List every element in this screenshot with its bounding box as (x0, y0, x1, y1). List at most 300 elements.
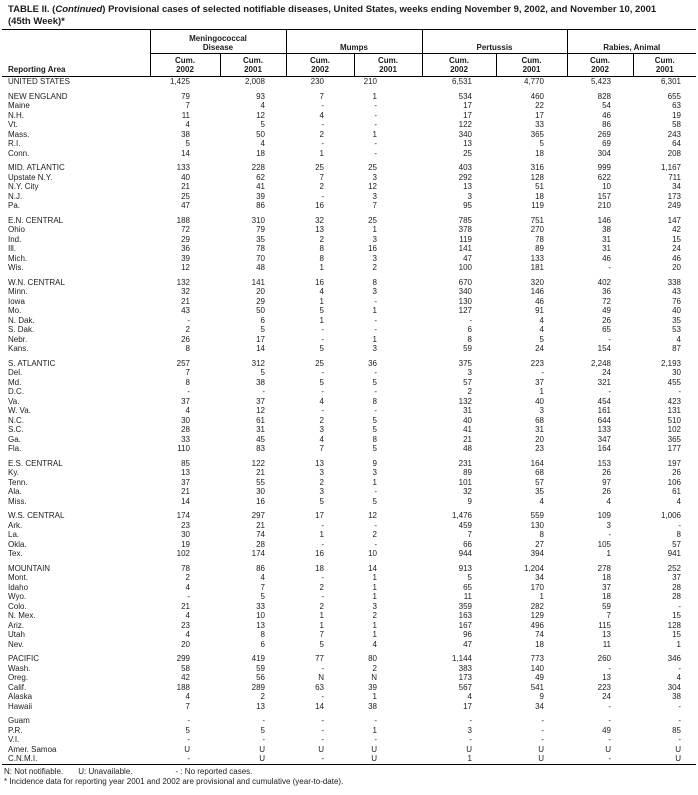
value-cell: 55 (256, 477, 265, 487)
value-cell: 5 (185, 139, 190, 148)
footnote-legend (4, 767, 696, 777)
value-cell: 170 (530, 582, 544, 592)
value-cell: 1 (372, 225, 377, 234)
value-cell: 278 (597, 563, 611, 573)
value-cell: 31 (602, 244, 611, 253)
value-cell: 1 (372, 582, 377, 592)
value-cell: 460 (530, 91, 544, 101)
value-cell: - (469, 735, 472, 744)
value-cell: - (187, 735, 190, 744)
value-cell: 1,204 (523, 563, 544, 573)
table-row (2, 640, 696, 650)
value-cell: - (321, 573, 324, 582)
value-cell: 4,770 (523, 77, 544, 86)
footnote-not-notifiable: N: Not notifiable. (4, 766, 64, 776)
value-cell: 1 (372, 477, 377, 487)
table-row (2, 216, 696, 226)
value-cell: U (371, 754, 377, 763)
value-cell: 3 (372, 191, 377, 201)
reporting-area-cell: Tex. (8, 549, 23, 558)
value-cell: 4 (185, 582, 190, 592)
value-cell: 26 (602, 468, 611, 477)
value-cell: 91 (535, 306, 544, 315)
table-row (2, 263, 696, 273)
value-cell: 1,425 (169, 77, 190, 86)
value-cell: - (678, 716, 681, 725)
value-cell: 14 (256, 344, 265, 353)
reporting-area-cell: Ind. (8, 234, 22, 244)
table-row (2, 173, 696, 183)
value-cell: 20 (181, 639, 190, 649)
value-cell: 243 (667, 129, 681, 139)
col-header-pertussis-cum-2002: Cum. 2002 (422, 54, 496, 77)
value-cell: U (466, 744, 472, 754)
value-cell: 24 (602, 692, 611, 701)
table-row (2, 101, 696, 111)
table-row (2, 416, 696, 426)
table-row (2, 225, 696, 235)
value-cell: 4 (372, 639, 377, 649)
value-cell: - (187, 387, 190, 396)
value-cell: 1 (372, 692, 377, 701)
value-cell: 110 (177, 444, 190, 453)
value-cell: 5 (372, 444, 377, 453)
value-cell: 2 (319, 601, 324, 611)
value-cell: 2 (185, 325, 190, 334)
value-cell: 32 (181, 287, 190, 296)
value-cell: - (469, 315, 472, 325)
value-cell: 9 (372, 458, 377, 468)
reporting-area-cell: Idaho (8, 582, 29, 592)
value-cell: 1,167 (660, 163, 681, 172)
value-cell: 282 (530, 601, 544, 611)
value-cell: 47 (463, 253, 472, 263)
value-cell: - (321, 334, 324, 344)
value-cell: 21 (181, 296, 190, 306)
value-cell: 59 (256, 663, 265, 673)
value-cell: 1 (676, 639, 681, 649)
reporting-area-cell: S. Dak. (8, 325, 35, 334)
value-cell: 4 (260, 139, 265, 148)
value-cell: 5 (319, 306, 324, 315)
value-cell: 7 (185, 368, 190, 377)
value-cell: 496 (530, 620, 544, 630)
value-cell: 403 (458, 163, 472, 172)
reporting-area-cell: N. Dak. (8, 315, 35, 325)
table-row (2, 192, 696, 202)
value-cell: 1 (319, 530, 324, 539)
value-cell: 21 (256, 520, 265, 530)
value-cell: 3 (319, 468, 324, 477)
value-cell: 1 (467, 754, 472, 763)
value-cell: - (321, 663, 324, 673)
value-cell: - (608, 701, 611, 711)
value-cell: 260 (597, 654, 611, 663)
value-cell: 3 (467, 191, 472, 201)
value-cell: 3 (319, 425, 324, 434)
value-cell: 5 (319, 496, 324, 506)
value-cell: 27 (535, 539, 544, 549)
value-cell: 5 (260, 725, 265, 735)
table-row (2, 726, 696, 736)
value-cell: - (321, 120, 324, 129)
value-cell: 29 (181, 234, 190, 244)
value-cell: 1,476 (451, 511, 472, 520)
value-cell: 20 (672, 263, 681, 272)
value-cell: 32 (463, 487, 472, 496)
table-row (2, 683, 696, 693)
value-cell: 40 (463, 415, 472, 425)
value-cell: U (259, 754, 265, 763)
value-cell: - (321, 368, 324, 377)
value-cell: 4 (319, 434, 324, 444)
value-cell: 50 (256, 306, 265, 315)
column-group-meningococcal (150, 30, 286, 54)
value-cell: 9 (539, 692, 544, 701)
value-cell: 15 (672, 630, 681, 639)
value-cell: 78 (535, 234, 544, 244)
value-cell: - (374, 520, 377, 530)
table-row (2, 540, 696, 550)
value-cell: 4 (185, 630, 190, 639)
value-cell: - (374, 368, 377, 377)
value-cell: 4 (185, 406, 190, 415)
value-cell: 3 (372, 601, 377, 611)
value-cell: 37 (602, 582, 611, 592)
value-cell: - (374, 387, 377, 396)
value-cell: 64 (672, 139, 681, 148)
value-cell: 53 (672, 325, 681, 334)
value-cell: 21 (256, 468, 265, 477)
value-cell: 25 (315, 358, 324, 368)
value-cell: 13 (463, 182, 472, 191)
reporting-area-cell: La. (8, 530, 20, 539)
value-cell: 15 (672, 234, 681, 244)
title-continued: Continued (55, 4, 103, 15)
value-cell: 8 (185, 344, 190, 353)
value-cell: 17 (256, 334, 265, 344)
value-cell: - (374, 487, 377, 496)
value-cell: 31 (256, 425, 265, 434)
value-cell: 58 (672, 120, 681, 129)
value-cell: 59 (602, 601, 611, 611)
reporting-area-cell: Ark. (8, 520, 23, 530)
value-cell: 141 (251, 277, 265, 287)
value-cell: 5 (372, 425, 377, 434)
reporting-area-cell: Iowa (8, 296, 25, 306)
reporting-area-cell: Md. (8, 377, 22, 387)
value-cell: 57 (672, 539, 681, 549)
value-cell: 58 (181, 663, 190, 673)
value-cell: 173 (458, 673, 472, 682)
reporting-area-cell: Del. (8, 368, 23, 377)
value-cell: 3 (372, 468, 377, 477)
value-cell: 69 (602, 139, 611, 148)
column-group-pertussis (422, 30, 567, 54)
table-row (2, 735, 696, 745)
value-cell: 1 (319, 148, 324, 158)
value-cell: 83 (256, 444, 265, 453)
value-cell: 17 (463, 701, 472, 711)
value-cell: 13 (602, 630, 611, 639)
value-cell: 510 (667, 415, 681, 425)
value-cell: 23 (181, 520, 190, 530)
footnotes (2, 765, 696, 793)
value-cell: U (538, 754, 544, 763)
reporting-area-cell: Vt. (8, 120, 18, 129)
value-cell: 7 (467, 530, 472, 539)
value-cell: 41 (256, 182, 265, 191)
value-cell: 87 (672, 344, 681, 353)
value-cell: 2 (319, 477, 324, 487)
value-cell: 38 (368, 701, 377, 711)
value-cell: 16 (256, 496, 265, 506)
table-row (2, 459, 696, 469)
value-cell: 5 (372, 415, 377, 425)
value-cell: 70 (256, 253, 265, 263)
reporting-area-cell: Ky. (8, 468, 19, 477)
value-cell: 133 (530, 253, 544, 263)
table-row (2, 77, 696, 87)
value-cell: 39 (368, 682, 377, 692)
value-cell: 131 (667, 406, 681, 415)
reporting-area-cell: Ga. (8, 434, 21, 444)
table-row (2, 692, 696, 702)
value-cell: 34 (672, 182, 681, 191)
value-cell: N (318, 673, 324, 682)
value-cell: 4 (185, 120, 190, 129)
value-cell: - (187, 716, 190, 725)
table-row (2, 478, 696, 488)
value-cell: 1 (372, 306, 377, 315)
value-cell: - (321, 725, 324, 735)
value-cell: 133 (176, 163, 190, 172)
reporting-area-cell: R.I. (8, 139, 21, 148)
value-cell: - (374, 139, 377, 148)
value-cell: 40 (535, 396, 544, 406)
value-cell: - (608, 754, 611, 763)
value-cell: 338 (667, 277, 681, 287)
value-cell: 7 (372, 201, 377, 210)
value-cell: 89 (463, 468, 472, 477)
table-row (2, 573, 696, 583)
value-cell: 8 (260, 630, 265, 639)
value-cell: 146 (597, 215, 611, 225)
value-cell: 141 (458, 244, 472, 253)
value-cell: 999 (597, 163, 611, 172)
table-row (2, 583, 696, 593)
value-cell: 4 (260, 573, 265, 582)
value-cell: 459 (458, 520, 472, 530)
table-row (2, 425, 696, 435)
table-row (2, 630, 696, 640)
value-cell: - (374, 101, 377, 110)
value-cell: - (321, 592, 324, 601)
value-cell: - (678, 735, 681, 744)
value-cell: 18 (535, 639, 544, 649)
value-cell: 19 (181, 539, 190, 549)
value-cell: 17 (535, 110, 544, 120)
col-header-rabies-cum-2001: Cum. 2001 (633, 54, 696, 77)
table-row (2, 387, 696, 397)
reporting-area-cell: N. Mex. (8, 611, 36, 620)
value-cell: 3 (467, 725, 472, 735)
value-cell: 129 (530, 611, 544, 620)
value-cell: 102 (176, 549, 190, 558)
value-cell: 2 (372, 263, 377, 272)
value-cell: 47 (463, 639, 472, 649)
table-row (2, 397, 696, 407)
table-row (2, 254, 696, 264)
value-cell: 14 (315, 701, 324, 711)
reporting-area-cell: S.C. (8, 425, 24, 434)
value-cell: 10 (368, 549, 377, 558)
value-cell: 76 (672, 296, 681, 306)
value-cell: 4 (260, 101, 265, 110)
table-row (2, 359, 696, 369)
value-cell: 48 (463, 444, 472, 453)
table-row (2, 621, 696, 631)
value-cell: 5 (467, 573, 472, 582)
value-cell: 48 (256, 263, 265, 272)
value-cell: 670 (458, 277, 472, 287)
value-cell: 132 (176, 277, 190, 287)
value-cell: 30 (256, 487, 265, 496)
table-row (2, 664, 696, 674)
table-row (2, 444, 696, 454)
value-cell: 5,423 (590, 77, 611, 86)
value-cell: 29 (256, 296, 265, 306)
value-cell: 31 (535, 425, 544, 434)
value-cell: 454 (597, 396, 611, 406)
value-cell: 299 (176, 654, 190, 663)
value-cell: - (374, 148, 377, 158)
value-cell: 773 (530, 654, 544, 663)
value-cell: - (541, 735, 544, 744)
table-row (2, 368, 696, 378)
value-cell: 128 (667, 620, 681, 630)
value-cell: 1 (606, 549, 611, 558)
value-cell: 2 (319, 182, 324, 191)
value-cell: 340 (458, 129, 472, 139)
value-cell: - (541, 725, 544, 735)
value-cell: - (374, 315, 377, 325)
value-cell: 534 (458, 91, 472, 101)
table-row (2, 325, 696, 335)
value-cell: 785 (458, 215, 472, 225)
reporting-area-header (2, 30, 150, 77)
value-cell: 292 (458, 172, 472, 182)
value-cell: 30 (181, 415, 190, 425)
value-cell: 49 (602, 306, 611, 315)
value-cell: 28 (672, 582, 681, 592)
value-cell: 128 (530, 172, 544, 182)
value-cell: 4 (185, 692, 190, 701)
value-cell: 1 (372, 592, 377, 601)
value-cell: 54 (602, 101, 611, 110)
reporting-area-cell: Wash. (8, 663, 31, 673)
value-cell: 3 (372, 234, 377, 244)
value-cell: 5 (372, 377, 377, 387)
value-cell: 270 (530, 225, 544, 234)
reporting-area-cell: Wis. (8, 263, 24, 272)
reporting-area-cell: N.J. (8, 191, 23, 201)
notifiable-diseases-table (2, 29, 696, 765)
value-cell: 2 (319, 582, 324, 592)
value-cell: 188 (176, 215, 190, 225)
value-cell: 14 (181, 496, 190, 506)
value-cell: 33 (535, 120, 544, 129)
value-cell: 2 (260, 692, 265, 701)
value-cell: 100 (458, 263, 472, 272)
value-cell: U (538, 744, 544, 754)
value-cell: 2 (319, 234, 324, 244)
value-cell: 1,006 (660, 511, 681, 520)
value-cell: - (262, 387, 265, 396)
table-row (2, 163, 696, 173)
value-cell: 12 (368, 182, 377, 191)
value-cell: 12 (256, 406, 265, 415)
reporting-area-label: Reporting Area (8, 65, 66, 74)
value-cell: 1 (372, 129, 377, 139)
reporting-area-cell: Va. (8, 396, 20, 406)
value-cell: 37 (256, 396, 265, 406)
reporting-area-cell: Mass. (8, 129, 30, 139)
value-cell: 4 (319, 396, 324, 406)
value-cell: 3 (539, 406, 544, 415)
table-row (2, 406, 696, 416)
value-cell: 188 (176, 682, 190, 692)
value-cell: 249 (667, 201, 681, 210)
value-cell: - (262, 735, 265, 744)
value-cell: 74 (256, 530, 265, 539)
value-cell: 7 (319, 172, 324, 182)
value-cell: 17 (463, 101, 472, 110)
value-cell: 1 (319, 315, 324, 325)
value-cell: 312 (251, 358, 265, 368)
value-cell: - (187, 315, 190, 325)
value-cell: 147 (667, 215, 681, 225)
value-cell: 383 (458, 663, 472, 673)
value-cell: 1 (319, 620, 324, 630)
value-cell: U (371, 744, 377, 754)
value-cell: 37 (535, 377, 544, 387)
value-cell: 28 (672, 592, 681, 601)
value-cell: 4 (676, 334, 681, 344)
value-cell: 167 (458, 620, 472, 630)
value-cell: 24 (535, 344, 544, 353)
col-header-rabies-cum-2002: Cum. 2002 (567, 54, 633, 77)
value-cell: 1 (319, 296, 324, 306)
value-cell: 2,248 (590, 358, 611, 368)
col-header-mumps-cum-2002: Cum. 2002 (286, 54, 354, 77)
value-cell: 419 (251, 654, 265, 663)
value-cell: 5 (319, 639, 324, 649)
reporting-area-cell: Tenn. (8, 477, 28, 487)
value-cell: 74 (535, 630, 544, 639)
value-cell: 34 (535, 573, 544, 582)
value-cell: 106 (667, 477, 681, 487)
table-row (2, 201, 696, 211)
reporting-area-cell: Nev. (8, 639, 24, 649)
value-cell: 62 (256, 172, 265, 182)
value-cell: 13 (181, 468, 190, 477)
value-cell: 61 (672, 487, 681, 496)
value-cell: 38 (602, 225, 611, 234)
reporting-area-cell: E.S. CENTRAL (8, 458, 63, 468)
value-cell: 8 (319, 244, 324, 253)
value-cell: 12 (256, 110, 265, 120)
